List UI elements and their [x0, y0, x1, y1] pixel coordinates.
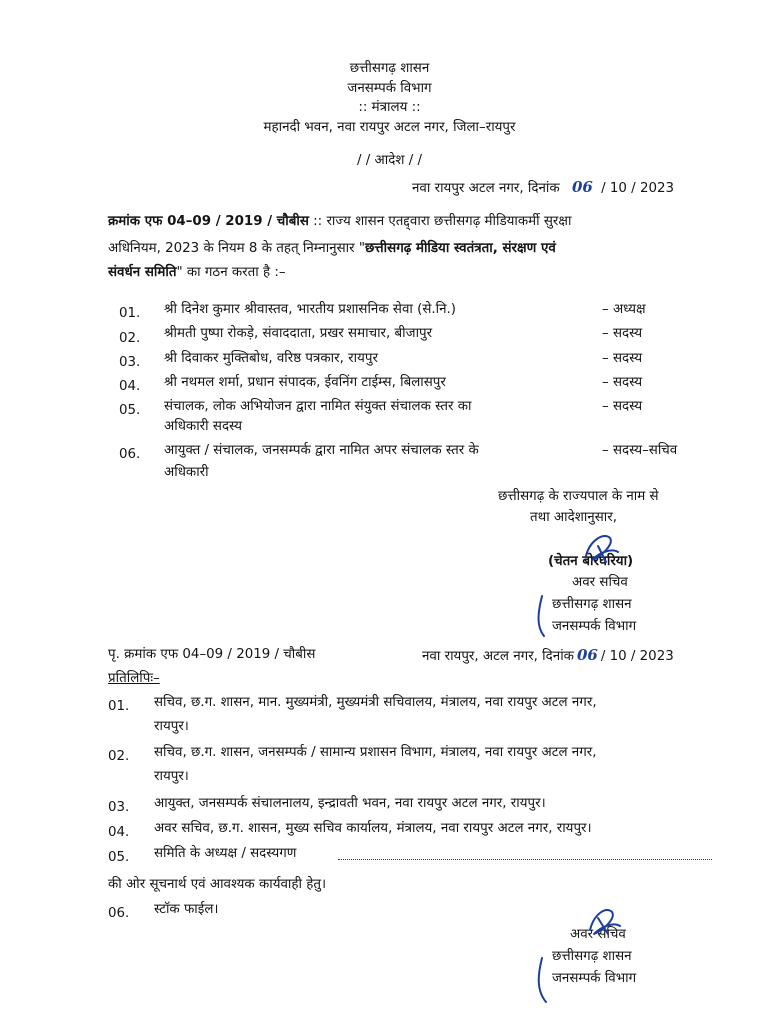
member-number: 05.	[119, 403, 141, 418]
copy-number: 02.	[108, 749, 130, 764]
copy-number: 04.	[108, 825, 130, 840]
header-address: महानदी भवन, नवा रायपुर अटल नगर, जिला–रायपुर	[263, 120, 516, 135]
order-date-prefix: नवा रायपुर अटल नगर, दिनांक	[412, 181, 560, 196]
member-role: – सदस्य–सचिव	[602, 443, 678, 458]
endorsement-date-prefix: नवा रायपुर, अटल नगर, दिनांक	[422, 649, 574, 664]
copy-number: 03.	[108, 800, 130, 815]
member-number: 02.	[119, 331, 141, 346]
copy-recipient: सचिव, छ.ग. शासन, मान. मुख्यमंत्री, मुख्यमंत्री सचिवालय, मंत्रालय, नवा रायपुर अटल नगर,	[154, 695, 597, 710]
copy-recipient: आयुक्त, जनसम्पर्क संचालनालय, इन्द्रावती भवन, नवा रायपुर अटल नगर, रायपुर।	[154, 796, 546, 811]
member-name: श्री नथमल शर्मा, प्रधान संपादक, ईवनिंग टाईम्स, बिलासपुर	[164, 375, 446, 390]
member-role: – सदस्य	[602, 326, 643, 341]
member-role: – सदस्य	[602, 399, 643, 414]
member-number: 03.	[119, 355, 141, 370]
signatory-office2: जनसम्पर्क विभाग	[552, 619, 637, 634]
copy-recipient: अवर सचिव, छ.ग. शासन, मुख्य सचिव कार्यालय, मंत्रालय, नवा रायपुर अटल नगर, रायपुर।	[154, 821, 592, 836]
member-name-cont: अधिकारी सदस्य	[164, 419, 243, 434]
stock-file: स्टॉक फाईल।	[154, 902, 219, 917]
committee-name-part2: संवर्धन समिति	[108, 265, 177, 280]
member-number: 01.	[119, 306, 141, 321]
copy-recipient-cont: रायपुर।	[154, 769, 189, 784]
order-date-rest: / 10 / 2023	[601, 181, 675, 196]
order-para-line2-text: अधिनियम, 2023 के नियम 8 के तहत् निम्नानुसार "	[108, 241, 366, 256]
member-role: – अध्यक्ष	[602, 302, 646, 317]
committee-name-part1: छत्तीसगढ़ मीडिया स्वतंत्रता, संरक्षण एवं	[365, 241, 556, 256]
signatory-name: (चेतन बोरघरिया)	[548, 554, 634, 569]
copy-recipient: सचिव, छ.ग. शासन, जनसम्पर्क / सामान्य प्रशासन विभाग, मंत्रालय, नवा रायपुर अटल नगर,	[154, 745, 597, 760]
member-number: 04.	[119, 379, 141, 394]
copy-recipient: समिति के अध्यक्ष / सदस्यगण	[154, 846, 297, 861]
member-name: श्री दिवाकर मुक्तिबोध, वरिष्ठ पत्रकार, रायपुर	[164, 351, 378, 366]
copy-purpose: की ओर सूचनार्थ एवं आवश्यक कार्यवाही हेतु।	[108, 877, 327, 892]
order-title: / / आदेश / /	[357, 153, 422, 168]
signatory2-designation: अवर सचिव	[570, 927, 626, 942]
order-number: क्रमांक एफ 04–09 / 2019 / चौबीस	[108, 214, 309, 229]
member-role: – सदस्य	[602, 351, 643, 366]
member-name: आयुक्त / संचालक, जनसम्पर्क द्वारा नामित अपर संचालक स्तर के	[164, 443, 479, 458]
order-para-line3-text: " का गठन करता है :–	[176, 265, 286, 280]
member-number: 06.	[119, 447, 141, 462]
endorsement-ref: पृ. क्रमांक एफ 04–09 / 2019 / चौबीस	[108, 647, 316, 662]
endorsement-date-day: 06	[576, 646, 598, 664]
signatory2-office2: जनसम्पर्क विभाग	[552, 971, 637, 986]
copy-number: 05.	[108, 850, 130, 865]
member-name: श्रीमती पुष्पा रोकड़े, संवाददाता, प्रखर समाचार, बीजापुर	[164, 326, 433, 341]
signatory2-office1: छत्तीसगढ़ शासन	[552, 949, 632, 964]
header-government: छत्तीसगढ़ शासन	[349, 61, 430, 76]
copy-number: 06.	[108, 906, 130, 921]
authority-line2: तथा आदेशानुसार,	[530, 510, 617, 525]
copy-recipient-cont: रायपुर।	[154, 719, 189, 734]
order-date-day: 06	[571, 178, 593, 196]
authority-line1: छत्तीसगढ़ के राज्यपाल के नाम से	[498, 489, 659, 504]
copy-heading: प्रतिलिपिः–	[108, 671, 160, 686]
copy-number: 01.	[108, 699, 130, 714]
member-name: श्री दिनेश कुमार श्रीवास्तव, भारतीय प्रशासनिक सेवा (से.नि.)	[164, 302, 457, 317]
signatory-designation: अवर सचिव	[572, 575, 628, 590]
header-department: जनसम्पर्क विभाग	[347, 81, 432, 96]
order-para-line1-text: :: राज्य शासन एतद्द्वारा छत्तीसगढ़ मीडियाकर्मी सुरक्षा	[313, 214, 572, 229]
member-name: संचालक, लोक अभियोजन द्वारा नामित संयुक्त संचालक स्तर का	[164, 399, 472, 414]
header-ministry: :: मंत्रालय ::	[358, 100, 421, 115]
signature-mark	[539, 910, 620, 1002]
signature-mark	[539, 536, 619, 636]
member-role: – सदस्य	[602, 375, 643, 390]
endorsement-date-rest: / 10 / 2023	[600, 649, 674, 664]
member-name-cont: अधिकारी	[164, 465, 209, 480]
signatory-office1: छत्तीसगढ़ शासन	[552, 597, 632, 612]
